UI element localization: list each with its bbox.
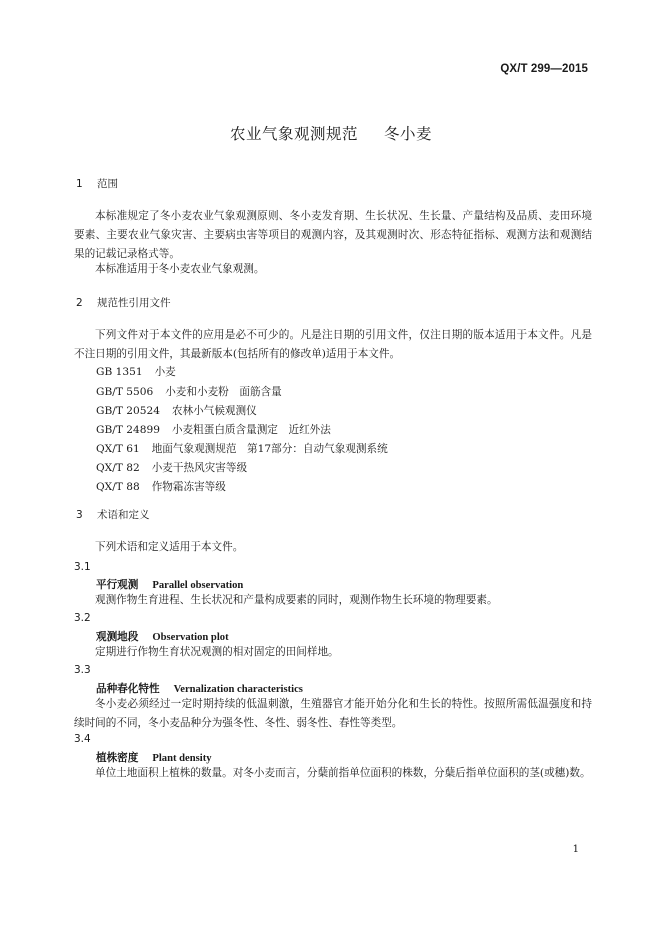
- page-title: [0, 122, 662, 144]
- term-chinese: 观测地段: [96, 631, 139, 643]
- reference-item: [96, 479, 226, 494]
- clause-number: 3.3: [74, 664, 91, 676]
- term-entry: [96, 577, 243, 592]
- section-title: 术语和定义: [97, 509, 150, 521]
- term-chinese: 平行观测: [96, 579, 139, 591]
- page-number: 1: [572, 844, 579, 855]
- section-2-paragraph-1: 下列文件对于本文件的应用是必不可少的。凡是注日期的引用文件，仅注日期的版本适用于本文件。凡是不注日期的引用文件，其最新版本(包括所有的修改单)适用于本文件。: [74, 329, 592, 360]
- term-entry: [96, 681, 303, 696]
- term-entry: [96, 750, 212, 765]
- section-1-paragraph-2: 本标准适用于冬小麦农业气象观测。: [95, 263, 265, 275]
- term-english: Plant density: [152, 753, 212, 764]
- reference-name: 农林小气候观测仪: [171, 405, 257, 417]
- term-english: Parallel observation: [152, 580, 244, 591]
- section-number: 3: [76, 509, 83, 521]
- clause-number: 3.2: [74, 612, 91, 624]
- reference-code: QX/T 88: [96, 481, 140, 493]
- reference-name: 作物霜冻害等级: [151, 481, 226, 493]
- reference-code: GB/T 5506: [96, 386, 154, 398]
- section-2-heading: [76, 295, 171, 310]
- term-chinese: 品种春化特性: [96, 683, 160, 695]
- title-sub: 冬小麦: [384, 125, 433, 143]
- section-title: 规范性引用文件: [97, 297, 171, 309]
- title-main: 农业气象观测规范: [229, 125, 358, 143]
- section-number: 2: [76, 297, 83, 309]
- reference-item: [96, 364, 176, 379]
- term-chinese: 植株密度: [96, 752, 139, 764]
- reference-code: GB/T 20524: [96, 405, 160, 417]
- term-definition: 定期进行作物生育状况观测的相对固定的田间样地。: [95, 646, 339, 658]
- reference-item: [96, 460, 247, 475]
- reference-code: QX/T 61: [96, 443, 140, 455]
- section-3-heading: [76, 507, 150, 522]
- clause-number: 3.1: [74, 561, 91, 573]
- reference-item: [96, 441, 388, 456]
- clause-number: 3.4: [74, 733, 91, 745]
- term-definition: 单位土地面积上植株的数量。对冬小麦而言，分蘖前指单位面积的株数，分蘖后指单位面积的茎(或穗)数。: [95, 767, 591, 779]
- term-entry: [96, 629, 229, 644]
- reference-name: 小麦粗蛋白质含量测定 近红外法: [171, 424, 331, 436]
- reference-item: [96, 422, 331, 437]
- reference-name: 小麦和小麦粉 面筋含量: [165, 386, 282, 398]
- reference-item: [96, 384, 282, 399]
- term-english: Vernalization characteristics: [173, 684, 303, 695]
- section-1-heading: [76, 176, 118, 191]
- term-definition: 冬小麦必须经过一定时期持续的低温刺激，生殖器官才能开始分化和生长的特性。按照所需低温强度和持续时间的不同，冬小麦品种分为强冬性、冬性、弱冬性、春性等类型。: [74, 698, 592, 729]
- reference-name: 小麦干热风灾害等级: [151, 462, 248, 474]
- reference-code: QX/T 82: [96, 462, 140, 474]
- reference-code: GB/T 24899: [96, 424, 160, 436]
- section-title: 范围: [97, 178, 118, 190]
- reference-name: 小麦: [154, 366, 176, 378]
- reference-name: 地面气象观测规范 第17部分：自动气象观测系统: [151, 443, 388, 455]
- reference-code: GB 1351: [96, 366, 143, 378]
- section-number: 1: [76, 178, 83, 190]
- document-code: QX/T 299—2015: [500, 63, 588, 75]
- term-english: Observation plot: [152, 632, 229, 643]
- term-definition: 观测作物生育进程、生长状况和产量构成要素的同时，观测作物生长环境的物理要素。: [95, 594, 498, 606]
- reference-item: [96, 403, 257, 418]
- section-1-paragraph-1: 本标准规定了冬小麦农业气象观测原则、冬小麦发育期、生长状况、生长量、产量结构及品质、麦田环境要素、主要农业气象灾害、主要病虫害等项目的观测内容，及其观测时次、形态特征指标、观测方法和观测结果的记载记录格式等。: [74, 210, 592, 260]
- section-3-paragraph-1: 下列术语和定义适用于本文件。: [95, 541, 244, 553]
